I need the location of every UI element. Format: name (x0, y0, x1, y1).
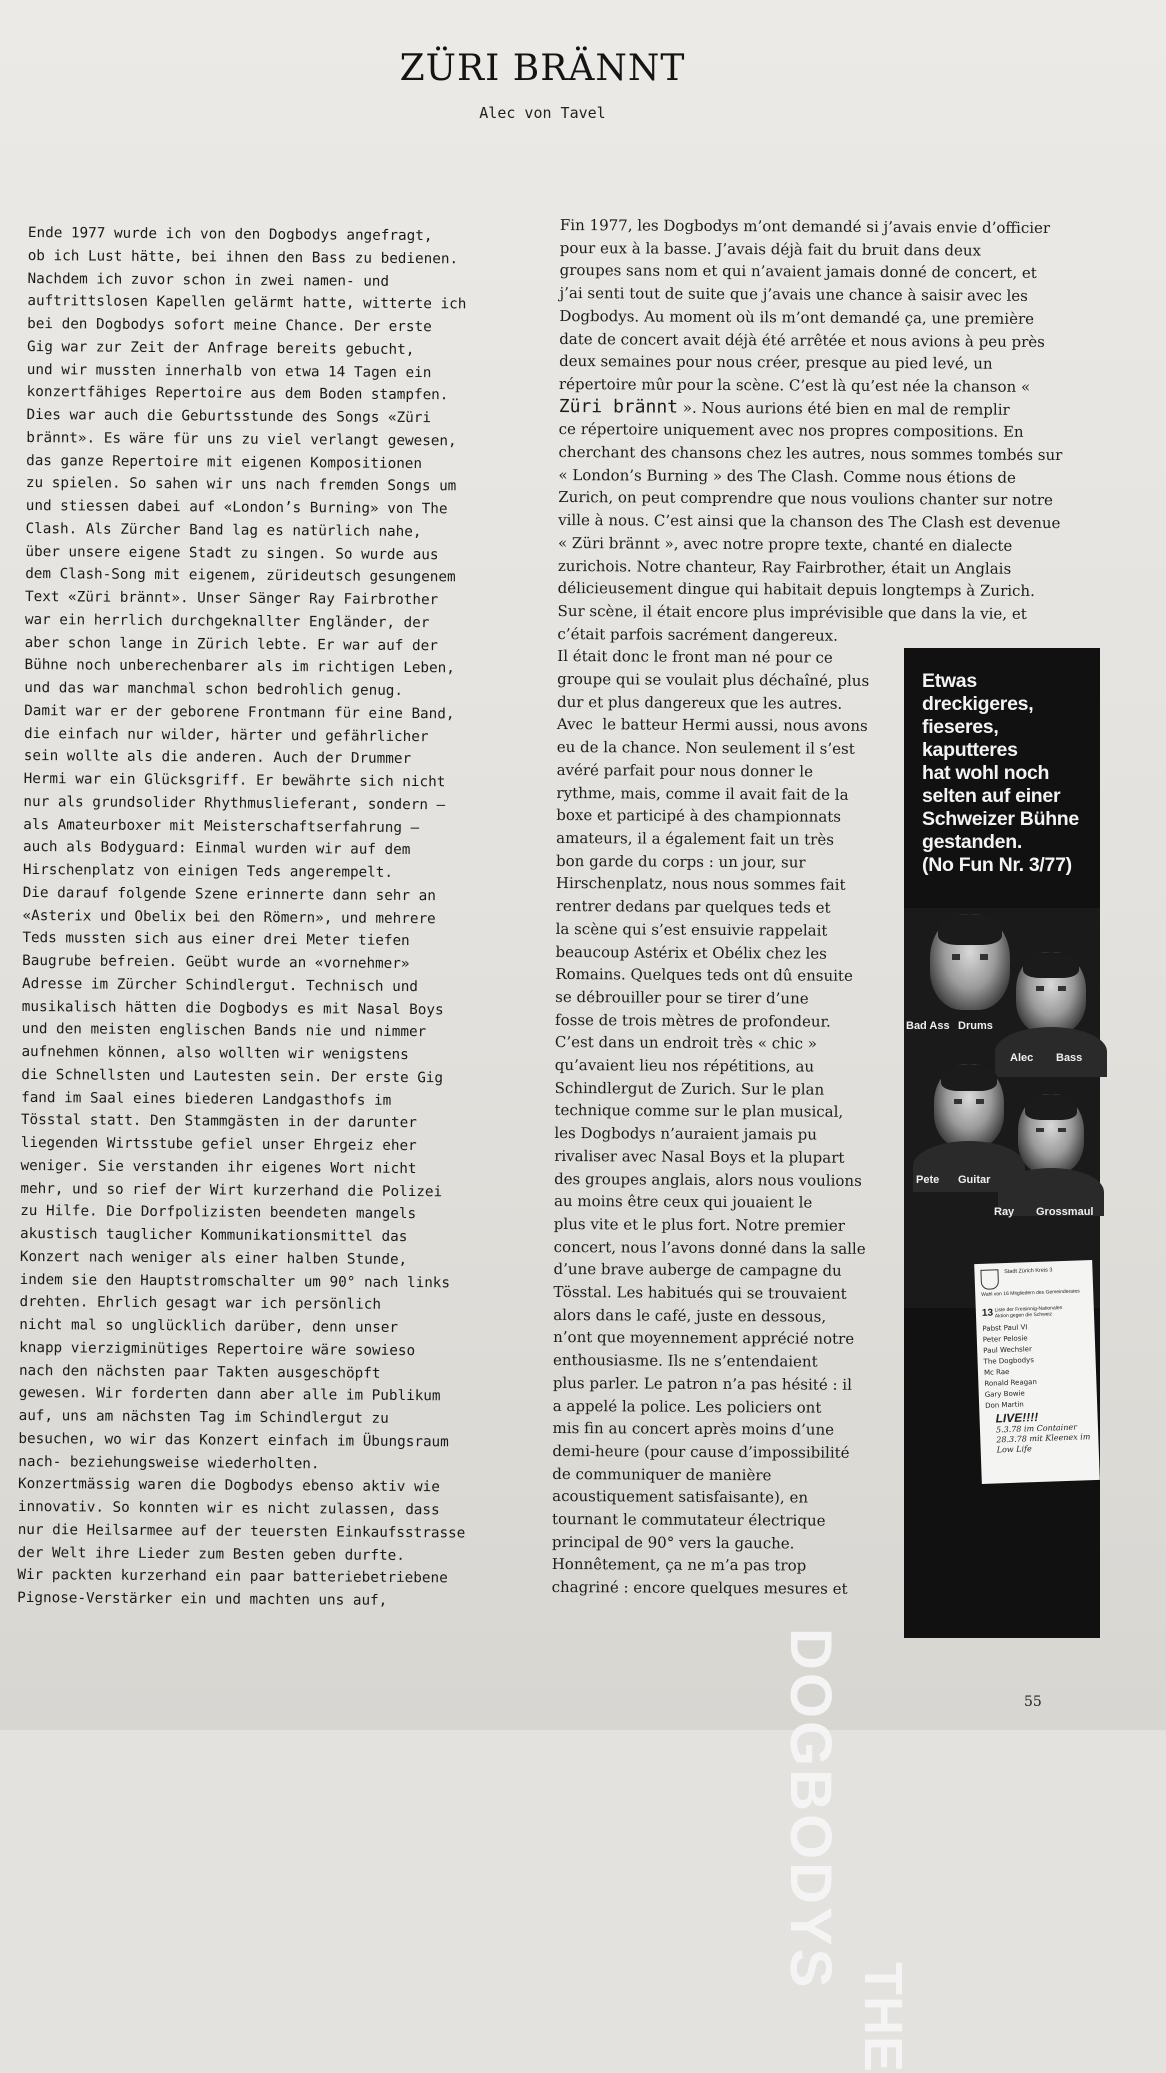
french-text-line: Schindlergut de Zurich. Sur le plan (554, 1078, 825, 1099)
french-text-line: Tösstal. Les habitués qui se trouvaient (553, 1283, 847, 1303)
french-text-line: Sur scène, il était encore plus imprévisible que dans la vie, et (557, 601, 1027, 623)
caption-guitar-name: Pete (916, 1174, 940, 1186)
french-text-line: groupe qui se voulait plus déchaîné, plus (557, 670, 870, 690)
french-text-line: la scène qui s’est ensuivie rappelait (555, 919, 828, 940)
german-text-line: als Amateurboxer mit Meisterschaftserfahrung – (23, 816, 420, 836)
press-quote-line: dreckigeres, (922, 693, 1034, 715)
german-text-line: innovativ. So konnten wir es nicht zulassen, dass (17, 1498, 440, 1519)
french-song-after: ». Nous aurions été bien en mal de remplir (677, 398, 1010, 419)
german-text-line: drehten. Ehrlich gesagt war ich persönlich (19, 1294, 382, 1314)
french-text-line: dur et plus dangereux que les autres. (556, 692, 843, 713)
french-text-line: ce répertoire uniquement avec nos propres compositions. En (558, 420, 1024, 442)
french-text-line: d’une brave auberge de campagne du (553, 1260, 842, 1281)
ballot-member: Paul Wechsler (983, 1345, 1033, 1355)
german-text-line: weniger. Sie verstanden ihr eigenes Wort nicht (20, 1157, 417, 1177)
french-text-line: chagriné : encore quelques mesures et (551, 1578, 848, 1598)
french-text-line: acoustiquement satisfaisante), en (552, 1487, 809, 1507)
french-text-line: au moins être ceux qui jouaient le (553, 1192, 813, 1212)
ballot-members (982, 1320, 1091, 1412)
german-text-line: Konzertmässig waren die Dogbodys ebenso aktiv wie (18, 1476, 440, 1496)
german-text-line: und das war manchmal schon bedrohlich genug. (24, 679, 404, 699)
german-text-line: Dies war auch die Geburtsstunde des Songs «Züri (26, 406, 432, 427)
french-text-line: a appelé la police. Les policiers ont (552, 1396, 822, 1417)
german-text-line: brännt». Es wäre für uns zu viel verlangt gewesen, (26, 429, 457, 450)
german-text-line: war ein herrlich durchgeknallter Engländer, der (24, 611, 430, 631)
german-text-line: aber schon lange in Zürich lebte. Er war auf der (24, 634, 438, 654)
german-text-line: indem sie den Hauptstromschalter um 90° nach links (19, 1271, 451, 1291)
german-text-line: Gig war zur Zeit der Anfrage bereits gebucht, (26, 338, 415, 358)
german-text-line: Adresse im Zürcher Schindlergut. Technisch und (21, 975, 419, 995)
ballot-paper (974, 1260, 1100, 1484)
french-text-line: rythme, mais, comme il avait fait de la (556, 783, 849, 804)
ballot-member: Mc Rae (983, 1367, 1010, 1377)
french-text-line: c’était parfois sacrément dangereux. (557, 624, 838, 645)
french-text-line: Dogbodys. Au moment où ils m’ont demandé ça, une première (559, 306, 1035, 328)
photo-drummer (930, 914, 1010, 1010)
french-text-line: mis fin au concert après moins d’une (552, 1419, 835, 1439)
caption-drums-role: Drums (958, 1020, 993, 1032)
french-text-line: bon garde du corps : un jour, sur (555, 851, 806, 872)
french-text-line: tournant le commutateur électrique (551, 1510, 826, 1530)
caption-bass-role: Bass (1056, 1052, 1083, 1064)
german-text-line: Wir packten kurzerhand ein paar batteriebetriebene (17, 1567, 448, 1587)
french-text-line: zurichois. Notre chanteur, Ray Fairbrother, était un Anglais (557, 556, 1012, 578)
french-text-line: rivaliser avec Nasal Boys et la plupart (554, 1146, 845, 1167)
press-quote-line: Etwas (922, 670, 977, 692)
photo-guitarist (934, 1064, 1004, 1148)
french-text-line: plus parler. Le patron n’a pas hésité : il (552, 1373, 852, 1394)
german-text-line: Konzert nach weniger als einer halben Stunde, (19, 1248, 408, 1268)
french-text-line: Honnêtement, ça ne m’a pas trop (551, 1555, 807, 1576)
french-text-line: eu de la chance. Non seulement il s’est (556, 738, 855, 758)
french-text-line: enthousiasme. Ils ne s’entendaient (552, 1351, 818, 1371)
ballot-subheader: Wahl von 16 Mitgliedern des Gemeinderates (981, 1288, 1080, 1298)
french-text-line: Romains. Quelques teds ont dû ensuite (555, 965, 853, 986)
caption-vocal-role: Grossmaul (1036, 1206, 1094, 1218)
ballot-gig-1: 5.3.78 im Container (995, 1422, 1078, 1435)
german-text-line: gewesen. Wir forderten dann aber alle im Publikum (18, 1385, 441, 1405)
ballot-live: LIVE!!!! (995, 1409, 1039, 1426)
german-text-line: auftrittslosen Kapellen gelärmt hatte, witterte ich (27, 293, 467, 313)
german-text-line: besuchen, wo wir das Konzert einfach im Übungsraum (18, 1430, 449, 1451)
german-text-line: dem Clash-Song mit eigenem, zürideutsch gesungenem (25, 566, 456, 586)
press-quote-line: Schweizer Bühne (922, 808, 1079, 830)
german-text-line: mehr, und so rief der Wirt kurzerhand die Polizei (20, 1180, 443, 1200)
page-number: 55 (1024, 1694, 1042, 1710)
german-text-line: Hirschenplatz von einigen Teds angerempelt. (22, 861, 394, 881)
french-text-line: groupes sans nom et qui n’avaient jamais donné de concert, et (559, 261, 1037, 283)
caption-drums-name: Bad Ass (906, 1020, 950, 1032)
press-quote-line: gestanden. (922, 831, 1022, 853)
french-text-line: pour eux à la basse. J’avais déjà fait du bruit dans deux (559, 238, 982, 260)
german-text-line: Teds mussten sich aus einer drei Meter tiefen (22, 930, 410, 950)
french-text-line: beaucoup Astérix et Obélix chez les (555, 942, 827, 963)
french-text-line: date de concert avait déjà été arrêtée et nous avions à peu près (559, 329, 1045, 351)
ballot-header: Stadt Zürich Kreis 3 (1004, 1267, 1053, 1276)
press-quote (922, 670, 1102, 877)
german-text-line: zu spielen. So sahen wir uns nach fremden Songs um (25, 475, 457, 495)
french-text-line: de communiquer de manière (552, 1464, 772, 1484)
press-quote-line: fieseres, (922, 716, 999, 738)
french-text-line: n’ont que moyennement apprécié notre (553, 1328, 855, 1349)
band-name-vertical (764, 1628, 924, 2073)
article-author: Alec von Tavel (479, 104, 606, 122)
french-text-line: boxe et participé à des championnats (556, 806, 842, 827)
french-text-line: rentrer dedans par quelques teds et (555, 897, 831, 917)
press-quote-line: selten auf einer (922, 785, 1061, 807)
german-text-line: Ende 1977 wurde ich von den Dogbodys angefragt, (27, 224, 433, 245)
french-text-line: plus vite et le plus fort. Notre premier (553, 1214, 846, 1235)
german-text-line: sein wollte als die anderen. Auch der Drummer (23, 748, 412, 768)
french-text-line: Avec le batteur Hermi aussi, nous avons (556, 715, 868, 736)
french-text-line: demi-heure (pour cause d’impossibilité (552, 1441, 850, 1462)
german-text-line: konzertfähiges Repertoire aus dem Boden stampfen. (26, 384, 449, 404)
german-text-line: über unsere eigene Stadt zu singen. So wurde aus (25, 543, 439, 563)
german-text-line: und wir mussten innerhalb von etwa 14 Tagen ein (26, 361, 432, 381)
german-text-line: nur als grundsolider Rhythmuslieferant, sondern – (23, 793, 446, 814)
french-text-line: concert, nous l’avons donné dans la salle (553, 1237, 866, 1258)
band-photos (904, 908, 1100, 1308)
french-text-line: délicieusement dingue qui habitait depuis longtemps à Zurich. (557, 579, 1035, 601)
german-text-line: «Asterix und Obelix bei den Römern», und mehrere (22, 907, 436, 927)
caption-guitar-role: Guitar (958, 1174, 991, 1186)
french-text-line: les Dogbodys n’auraient jamais pu (554, 1124, 817, 1144)
caption-vocal-name: Ray (994, 1206, 1015, 1218)
german-text-line: auf, uns am nächsten Tag im Schindlergut zu (18, 1407, 389, 1427)
german-text-line: Die darauf folgende Szene erinnerte dann sehr an (22, 884, 436, 904)
french-text-line: se débrouiller pour se tirer d’une (555, 987, 809, 1008)
german-text-line: Baugrube befreien. Geübt wurde an «vornehmer» (22, 952, 410, 973)
german-text-line: knapp vierzigminütiges Repertoire wäre sowieso (19, 1339, 416, 1359)
german-text-line: fand im Saal eines biederen Landgasthofs im (21, 1089, 392, 1109)
press-quote-line: (No Fun Nr. 3/77) (922, 854, 1072, 876)
french-text-line: alors dans le café, juste en dessous, (553, 1305, 827, 1326)
photo-singer (1018, 1094, 1084, 1174)
french-text-line: fosse de trois mètres de profondeur. (555, 1010, 831, 1031)
german-text-line: Bühne noch unberechenbarer als im richtigen Leben, (24, 657, 455, 677)
german-text-line: nur die Heilsarmee auf der teuersten Einkaufsstrasse (17, 1521, 466, 1542)
german-text-line: die Schnellsten und Lautesten sein. Der erste Gig (21, 1066, 444, 1087)
german-text-line: bei den Dogbodys sofort meine Chance. Der erste (27, 315, 432, 336)
press-quote-line: kaputteres (922, 739, 1018, 761)
german-text-line: Hermi war ein Glücksgriff. Er bewährte sich nicht (23, 770, 446, 791)
german-text-line: auch als Bodyguard: Einmal wurden wir auf dem (23, 839, 411, 859)
german-text-line: aufnehmen können, also wollten wir wenigstens (21, 1043, 409, 1064)
ballot-member: The Dogbodys (983, 1356, 1035, 1366)
german-text-line: Pignose-Verstärker ein und machten uns auf, (17, 1589, 388, 1609)
german-text-line: Damit war er der geborene Frontmann für eine Band, (24, 702, 455, 723)
french-text-line: Zurich, on peut comprendre que nous voulions chanter sur notre (558, 488, 1053, 510)
ballot-member: Ronald Reagan (984, 1378, 1037, 1388)
ballot-gig-2: 28.3.78 mit Kleenex im Low Life (996, 1432, 1091, 1455)
french-text-line: j’ai senti tout de suite que j’avais une chance à saisir avec les (559, 284, 1028, 305)
ballot-member: Pabst Paul VI (982, 1323, 1028, 1333)
german-text-line: Tösstal statt. Den Stammgästen in der darunter (20, 1112, 417, 1132)
german-text-line: nach den nächsten paar Takten ausgeschöpft (18, 1362, 381, 1382)
german-text-line: das ganze Repertoire mit eigenen Kompositionen (26, 452, 423, 472)
french-text-line: « London’s Burning » des The Clash. Comme nous étions de (558, 465, 1017, 487)
french-text-line: cherchant des chansons chez les autres, nous sommes tombés sur (558, 443, 1063, 465)
band-name-dogbodys: DOGBODYS (778, 1628, 843, 1991)
caption-bass-name: Alec (1010, 1052, 1034, 1064)
german-text-line: Nachdem ich zuvor schon in zwei namen- und (27, 270, 390, 290)
german-text-line: die einfach nur wilder, härter und gefährlicher (23, 725, 429, 745)
german-text-line: Text «Züri brännt». Unser Sänger Ray Fairbrother (24, 588, 439, 609)
german-text-line: zu Hilfe. Die Dorfpolizisten beendeten mangels (20, 1203, 417, 1223)
german-text-line: Clash. Als Zürcher Band lag es natürlich nahe, (25, 520, 422, 540)
ballot-member: Peter Pelosie (982, 1334, 1028, 1344)
band-name-the: THE (853, 1962, 913, 2073)
french-text-line: « Züri brännt », avec notre propre texte, chanté en dialecte (557, 533, 1013, 555)
french-text-line: technique comme sur le plan musical, (554, 1101, 844, 1122)
french-text-line: répertoire mûr pour la scène. C’est là qu’est née la chanson « (558, 374, 1031, 396)
press-quote-line: hat wohl noch (922, 762, 1050, 784)
french-text-line: ville à nous. C’est ainsi que la chanson des The Clash est devenue (558, 511, 1061, 533)
german-text-column (17, 222, 548, 1614)
french-text-line: Fin 1977, les Dogbodys m’ont demandé si j’avais envie d’officier (559, 215, 1051, 237)
ballot-list-title: Liste der Freisinnig-Nationalen Aktion gegen die Schweiz (994, 1305, 1063, 1320)
french-text-line: amateurs, il a également fait un très (556, 828, 835, 849)
french-text-line: Hirschenplatz, nous nous sommes fait (555, 874, 846, 895)
french-song-line (559, 396, 1059, 422)
zurich-crest-icon (980, 1269, 999, 1290)
german-text-line: akustisch tauglicher Kommunikationsmittel das (19, 1225, 408, 1246)
french-text-line: qu’avaient lieu nos répétitions, au (554, 1055, 815, 1076)
french-text-line: Il était donc le front man né pour ce (557, 647, 833, 668)
french-text-line: C’est dans un endroit très « chic » (554, 1033, 818, 1053)
german-text-line: und den meisten englischen Bands nie und nimmer (21, 1021, 427, 1041)
ballot-member: Don Martin (985, 1400, 1024, 1410)
french-text-line: principal de 90° vers la gauche. (551, 1532, 795, 1553)
german-text-line: musikalisch hätten die Dogbodys es mit Nasal Boys (21, 998, 444, 1018)
german-text-line: der Welt ihre Lieder zum Besten geben durfte. (17, 1544, 405, 1564)
ballot-list-number: 13 (981, 1307, 994, 1319)
french-text-line: deux semaines pour nous créer, presque au pied levé, un (559, 352, 993, 373)
french-text-line: des groupes anglais, alors nous voulions (554, 1169, 862, 1190)
article-title: ZÜRI BRÄNNT (399, 48, 686, 89)
german-text-line: und stiessen dabei auf «London’s Burning» von The (25, 497, 448, 518)
german-text-line: nicht mal so unglücklich darüber, denn unser (19, 1316, 399, 1336)
french-text-line: avéré parfait pour nous donner le (556, 760, 814, 781)
photo-bassist (1016, 952, 1086, 1034)
german-text-line: nach- beziehungsweise wiederholten. (18, 1453, 320, 1472)
german-text-line: ob ich Lust hätte, bei ihnen den Bass zu bedienen. (27, 247, 459, 268)
french-song-title: Züri brännt (558, 395, 679, 418)
ballot-member: Gary Bowie (984, 1389, 1025, 1399)
german-text-line: liegenden Wirtsstube gefiel unser Ehrgeiz eher (20, 1134, 417, 1155)
